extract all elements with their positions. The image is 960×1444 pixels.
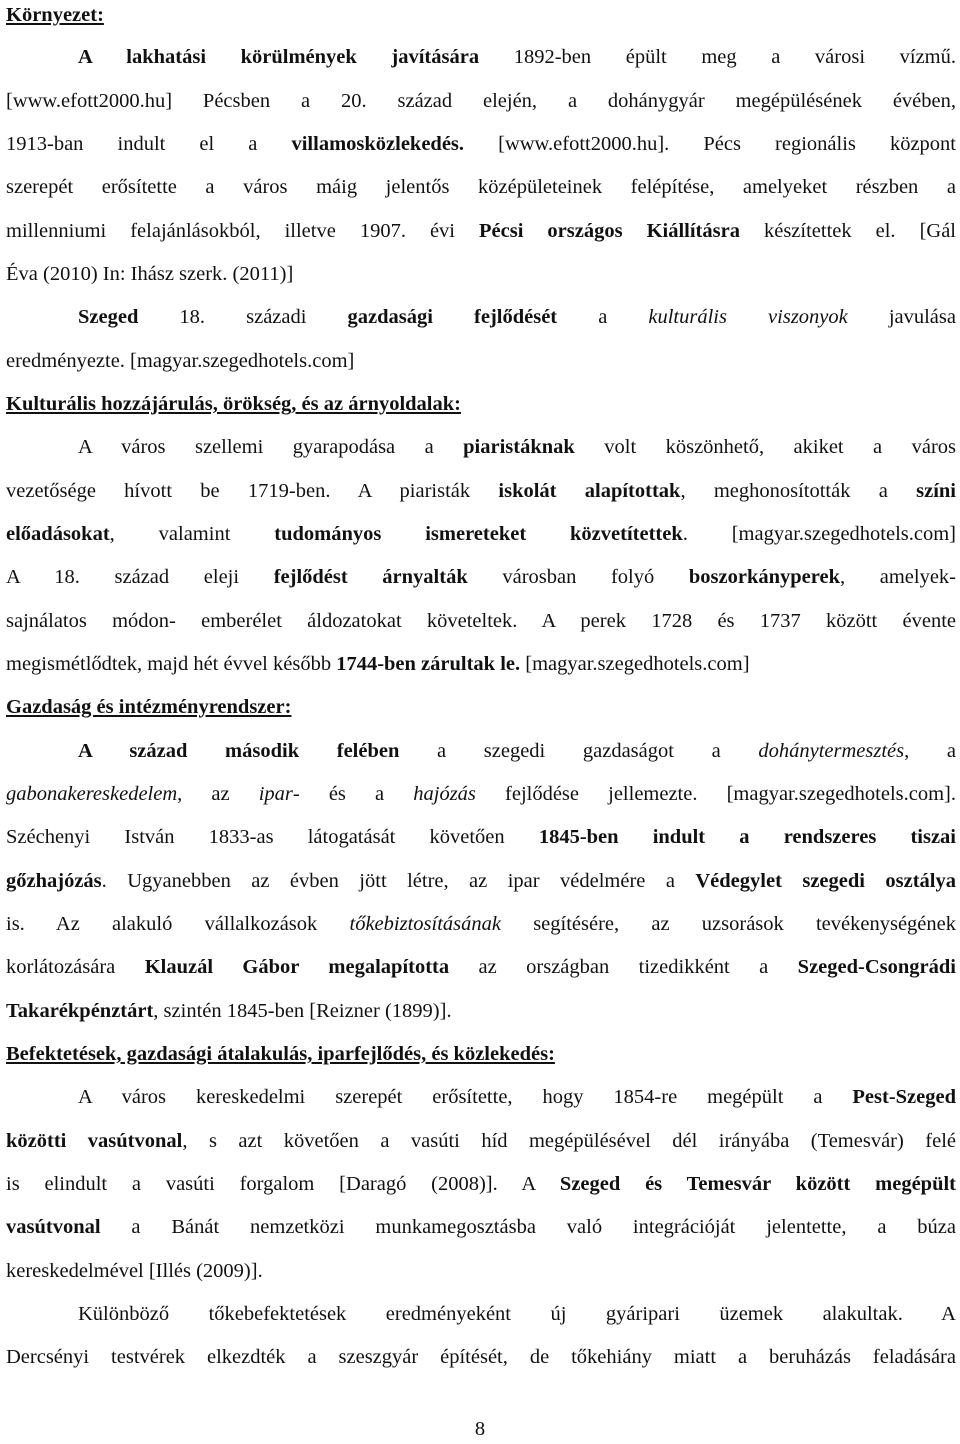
text-segment: gabonakereskedelem xyxy=(6,783,178,805)
text-segment: , valamint xyxy=(109,523,275,545)
text-segment: sajnálatos módon- emberélet áldozatokat követeltek. A perek 1728 és 1737 között évente xyxy=(6,610,956,632)
text-segment: Dercsényi testvérek elkezdték a szeszgyár építését, de tőkehiány miatt a beruházás feladására xyxy=(6,1346,956,1368)
text-line xyxy=(78,432,956,462)
text-segment: Szeged és Temesvár között megépült xyxy=(559,1173,956,1195)
text-line xyxy=(6,649,956,679)
text-segment: 18. századi xyxy=(138,306,348,328)
text-segment: Szeged-Csongrádi xyxy=(797,956,956,978)
text-segment: A lakhatási körülmények javítására xyxy=(78,46,480,68)
text-line xyxy=(6,346,956,376)
text-line xyxy=(6,562,956,592)
text-segment: - és a xyxy=(292,783,414,805)
section-heading xyxy=(6,692,956,722)
text-line xyxy=(6,866,956,896)
text-segment: A város szellemi gyarapodása a xyxy=(78,436,464,458)
text-segment: 1913-ban indult el a xyxy=(6,133,292,155)
text-segment: vasútvonal xyxy=(6,1216,101,1238)
text-line xyxy=(78,736,956,766)
text-segment: kulturális viszonyok xyxy=(648,306,848,328)
text-segment: a Bánát nemzetközi munkamegosztásba való integrációját jelentette, a búza xyxy=(100,1216,956,1238)
text-segment: javulása xyxy=(847,306,956,328)
text-segment: Környezet: xyxy=(6,4,104,26)
text-segment: ipar xyxy=(258,783,293,805)
text-segment: [www.efott2000.hu] Pécsben a 20. század elején, a dohánygyár megépülésének évében, xyxy=(6,90,956,112)
text-segment: Pécs regionális központ xyxy=(669,133,956,155)
text-segment: boszorkányperek xyxy=(688,566,840,588)
text-segment: , amelyek- xyxy=(839,566,956,588)
text-line xyxy=(6,952,956,982)
text-segment: tudományos ismereteket közvetítettek xyxy=(274,523,683,545)
text-line xyxy=(78,42,956,72)
text-segment: is. Az alakuló vállalkozások xyxy=(6,913,350,935)
text-segment: Különböző tőkebefektetések eredményeként új gyáripari üzemek alakultak. A xyxy=(78,1303,956,1325)
text-segment: dohánytermesztés xyxy=(758,740,905,762)
text-line xyxy=(6,1256,956,1286)
text-segment: az országban tizedikként a xyxy=(449,956,798,978)
text-segment: , s azt követően a vasúti híd megépülésével dél irányába (Temesvár) felé xyxy=(182,1130,956,1152)
text-segment: , szintén 1845-ben [Reizner (1899)]. xyxy=(153,1000,452,1022)
text-segment: is elindult a vasúti forgalom [Daragó (2008)]. A xyxy=(6,1173,560,1195)
text-segment: Kulturális hozzájárulás, örökség, és az árnyoldalak: xyxy=(6,393,461,415)
text-segment: , meghonosították a xyxy=(680,480,917,502)
text-segment: A század második felében xyxy=(78,740,400,762)
text-segment: megismétlődtek, majd hét évvel később xyxy=(6,653,337,675)
text-line xyxy=(6,216,956,246)
text-segment: segítésére, az uzsorások tevékenységének xyxy=(500,913,956,935)
text-segment: készítettek el. [Gál xyxy=(739,220,956,242)
text-segment: kereskedelmével [Illés (2009)]. xyxy=(6,1260,263,1282)
text-segment: a szegedi gazdaságot a xyxy=(399,740,759,762)
text-segment: fejlődést árnyalták xyxy=(273,566,468,588)
text-segment: 1892-ben épült meg a városi vízmű. xyxy=(479,46,956,68)
text-line xyxy=(6,1212,956,1242)
text-segment: Széchenyi István 1833-as látogatását követően xyxy=(6,826,539,848)
text-segment: gazdasági fejlődését xyxy=(347,306,558,328)
text-segment: . [magyar.szegedhotels.com] xyxy=(682,523,956,545)
text-line xyxy=(6,1342,956,1372)
text-segment: szerepét erősítette a város máig jelentős középületeinek felépítése, amelyeket részben a xyxy=(6,176,956,198)
text-line xyxy=(6,606,956,636)
text-segment: . Ugyanebben az évben jött létre, az ipar védelmére a xyxy=(101,870,696,892)
text-segment: Pest-Szeged xyxy=(852,1086,956,1108)
text-segment: Gazdaság és intézményrendszer: xyxy=(6,696,292,718)
text-segment: eredményezte. [magyar.szegedhotels.com] xyxy=(6,350,355,372)
text-segment: A 18. század eleji xyxy=(6,566,274,588)
text-segment: 1744-ben zárultak le. xyxy=(336,653,521,675)
text-segment: Szeged xyxy=(78,306,139,328)
text-segment: Befektetések, gazdasági átalakulás, iparfejlődés, és közlekedés: xyxy=(6,1043,555,1065)
section-heading xyxy=(6,389,956,419)
text-segment: , az xyxy=(177,783,259,805)
text-line xyxy=(78,1082,956,1112)
text-segment: 1845-ben indult a rendszeres tiszai xyxy=(538,826,956,848)
text-segment: Védegylet szegedi osztálya xyxy=(695,870,956,892)
text-segment: hajózás xyxy=(413,783,476,805)
text-line xyxy=(6,172,956,202)
text-segment: villamosközlekedés. xyxy=(291,133,465,155)
text-line xyxy=(6,909,956,939)
text-segment: millenniumi felajánlásokból, illetve 1907. évi xyxy=(6,220,480,242)
section-heading xyxy=(6,1039,956,1069)
text-line xyxy=(6,259,956,289)
text-line xyxy=(78,302,956,332)
text-segment: korlátozására xyxy=(6,956,145,978)
text-segment: piaristáknak xyxy=(463,436,575,458)
section-heading xyxy=(6,0,956,30)
text-segment: tőkebiztosításának xyxy=(349,913,501,935)
text-segment: Éva (2010) In: Ihász szerk. (2011)] xyxy=(6,263,294,285)
text-segment: a xyxy=(557,306,649,328)
text-segment: A város kereskedelmi szerepét erősítette, hogy 1854-re megépült a xyxy=(78,1086,853,1108)
text-segment: , a xyxy=(904,740,956,762)
text-line xyxy=(6,1169,956,1199)
text-line xyxy=(6,129,956,159)
text-line xyxy=(6,519,956,549)
text-line xyxy=(6,1126,956,1156)
text-segment: Klauzál Gábor megalapította xyxy=(144,956,450,978)
text-segment: iskolát alapítottak xyxy=(498,480,681,502)
page-number: 8 xyxy=(474,1418,486,1440)
text-line xyxy=(6,779,956,809)
text-segment: volt köszönhető, akiket a város xyxy=(574,436,956,458)
text-segment: közötti vasútvonal xyxy=(6,1130,183,1152)
text-segment: előadásokat xyxy=(6,523,110,545)
text-segment: Takarékpénztárt xyxy=(6,1000,154,1022)
text-segment: [www.efott2000.hu]. xyxy=(464,133,670,155)
text-segment: [magyar.szegedhotels.com] xyxy=(520,653,750,675)
text-segment: vezetősége hívott be 1719-ben. A piaristák xyxy=(6,480,499,502)
text-line xyxy=(6,822,956,852)
text-line xyxy=(6,86,956,116)
text-line xyxy=(6,476,956,506)
text-segment: fejlődése jellemezte. [magyar.szegedhotels.com]. xyxy=(475,783,956,805)
text-line xyxy=(6,996,956,1026)
text-segment: városban folyó xyxy=(467,566,689,588)
text-segment: színi xyxy=(916,480,956,502)
text-line xyxy=(78,1299,956,1329)
text-segment: Pécsi országos Kiállításra xyxy=(479,220,740,242)
text-segment: gőzhajózás xyxy=(6,870,102,892)
